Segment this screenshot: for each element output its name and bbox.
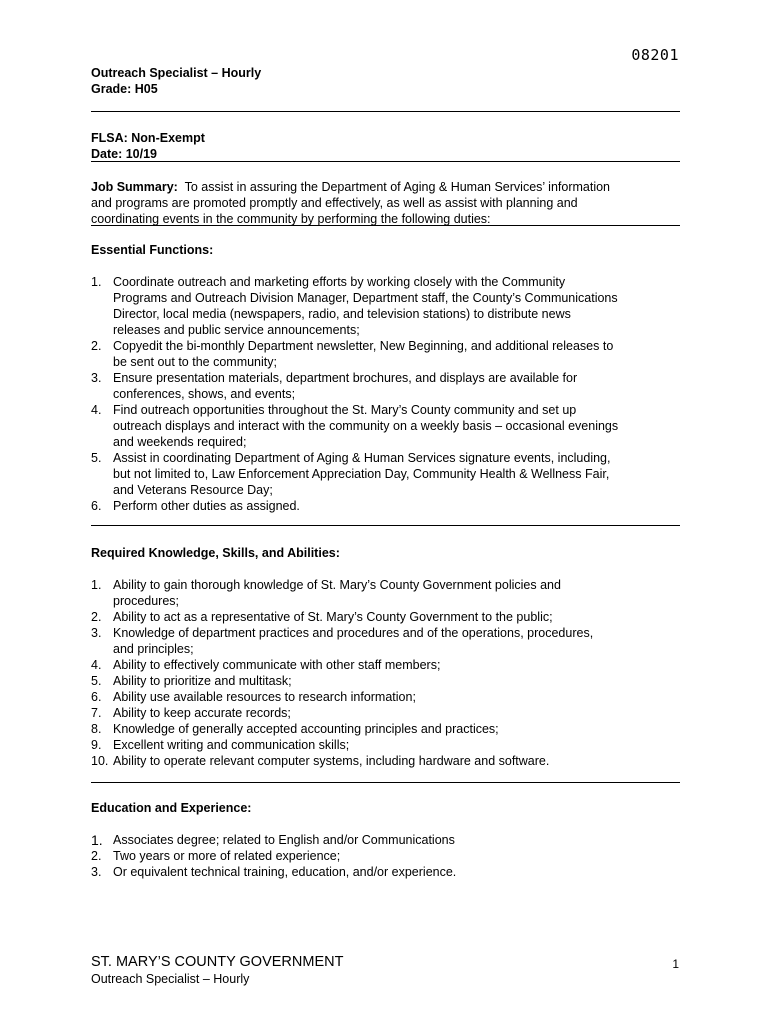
- job-summary-line: coordinating events in the community by performing the following duties:: [91, 212, 491, 226]
- flsa-status: FLSA: Non-Exempt: [91, 131, 205, 145]
- job-title: Outreach Specialist – Hourly: [91, 66, 262, 80]
- list-item: [91, 832, 681, 848]
- list-item-text: Copyedit the bi-monthly Department newsletter, New Beginning, and additional releases to: [113, 339, 614, 353]
- list-item-text: but not limited to, Law Enforcement Appreciation Day, Community Health & Wellness Fair,: [113, 467, 610, 481]
- list-item-number: 8.: [91, 722, 102, 736]
- list-item-text: conferences, shows, and events;: [113, 387, 296, 401]
- list-item-text: Ability to gain thorough knowledge of St. Mary’s County Government policies and: [113, 578, 561, 592]
- list-item-number: 5.: [91, 674, 102, 688]
- job-summary-label: Job Summary:: [91, 180, 178, 194]
- list-item-text: releases and public service announcements;: [113, 323, 360, 337]
- ksa-heading: Required Knowledge, Skills, and Abilities:: [91, 546, 340, 560]
- list-item-number: 7.: [91, 706, 102, 720]
- list-item-number: 4.: [91, 658, 102, 672]
- list-item-number: 3.: [91, 865, 102, 879]
- list-item: [91, 338, 681, 370]
- divider: [91, 111, 680, 112]
- list-item: [91, 609, 681, 625]
- list-item: [91, 864, 681, 880]
- list-item-text: Ability to act as a representative of St. Mary’s County Government to the public;: [113, 610, 553, 624]
- page-number: 1: [672, 957, 679, 971]
- list-item-text: procedures;: [113, 594, 180, 608]
- list-item-number: 2.: [91, 610, 102, 624]
- list-item: [91, 848, 681, 864]
- education-list: [91, 832, 681, 880]
- list-item: [91, 673, 681, 689]
- list-item: [91, 737, 681, 753]
- list-item: [91, 450, 681, 498]
- list-item-text: Programs and Outreach Division Manager, Department staff, the County’s Communications: [113, 291, 618, 305]
- list-item-text: Assist in coordinating Department of Aging & Human Services signature events, including,: [113, 451, 611, 465]
- footer-job-title: Outreach Specialist – Hourly: [91, 972, 250, 986]
- list-item-text: Two years or more of related experience;: [113, 849, 341, 863]
- list-item-number: 1.: [91, 275, 102, 289]
- essential-functions-heading: Essential Functions:: [91, 243, 214, 257]
- revision-date: Date: 10/19: [91, 147, 158, 161]
- list-item: [91, 657, 681, 673]
- list-item: [91, 721, 681, 737]
- list-item-text: Ability use available resources to research information;: [113, 690, 416, 704]
- list-item-text: Ability to keep accurate records;: [113, 706, 291, 720]
- list-item-text: Knowledge of generally accepted accounting principles and practices;: [113, 722, 499, 736]
- divider: [91, 782, 680, 783]
- list-item-number: 4.: [91, 403, 102, 417]
- list-item: [91, 625, 681, 657]
- footer-organization: ST. MARY’S COUNTY GOVERNMENT: [91, 954, 344, 970]
- list-item-number: 9.: [91, 738, 102, 752]
- list-item-text: Knowledge of department practices and procedures and of the operations, procedures,: [113, 626, 594, 640]
- list-item-text: Associates degree; related to English and/or Communications: [113, 833, 455, 847]
- divider: [91, 525, 680, 526]
- job-summary-line: and programs are promoted promptly and effectively, as well as assist with planning and: [91, 196, 578, 210]
- job-summary: [91, 179, 680, 227]
- list-item-text: outreach displays and interact with the community on a weekly basis – occasional evenings: [113, 419, 619, 433]
- list-item: [91, 577, 681, 609]
- list-item-text: be sent out to the community;: [113, 355, 277, 369]
- list-item-text: Ability to operate relevant computer systems, including hardware and software.: [113, 754, 550, 768]
- list-item-number: 2.: [91, 339, 102, 353]
- list-item-number: 3.: [91, 371, 102, 385]
- list-item: [91, 705, 681, 721]
- divider: [91, 161, 680, 162]
- list-item-text: and weekends required;: [113, 435, 247, 449]
- list-item: [91, 370, 681, 402]
- list-item: [91, 402, 681, 450]
- ksa-list: [91, 577, 681, 769]
- list-item-text: Or equivalent technical training, education, and/or experience.: [113, 865, 457, 879]
- list-item-number: 3.: [91, 626, 102, 640]
- list-item-text: and principles;: [113, 642, 194, 656]
- list-item-text: Coordinate outreach and marketing efforts by working closely with the Community: [113, 275, 566, 289]
- list-item: [91, 753, 681, 769]
- document-number: 08201: [631, 46, 679, 64]
- list-item-number: 6.: [91, 690, 102, 704]
- divider: [91, 225, 680, 226]
- job-grade: Grade: H05: [91, 82, 158, 96]
- list-item: [91, 498, 681, 514]
- list-item-text: Ability to prioritize and multitask;: [113, 674, 292, 688]
- essential-functions-list: [91, 274, 681, 514]
- list-item: [91, 689, 681, 705]
- list-item: [91, 274, 681, 338]
- list-item-number: 2.: [91, 849, 102, 863]
- list-item-text: Find outreach opportunities throughout the St. Mary’s County community and set up: [113, 403, 577, 417]
- list-item-number: 1.: [91, 832, 103, 848]
- list-item-text: and Veterans Resource Day;: [113, 483, 273, 497]
- list-item-number: 5.: [91, 451, 102, 465]
- list-item-text: Ability to effectively communicate with other staff members;: [113, 658, 441, 672]
- list-item-text: Ensure presentation materials, department brochures, and displays are available for: [113, 371, 578, 385]
- education-heading: Education and Experience:: [91, 801, 252, 815]
- list-item-number: 1.: [91, 578, 102, 592]
- list-item-number: 10.: [91, 754, 109, 768]
- list-item-number: 6.: [91, 499, 102, 513]
- list-item-text: Excellent writing and communication skills;: [113, 738, 350, 752]
- job-summary-line: To assist in assuring the Department of Aging & Human Services’ information: [184, 180, 611, 194]
- list-item-text: Perform other duties as assigned.: [113, 499, 300, 513]
- list-item-text: Director, local media (newspapers, radio, and television stations) to distribute news: [113, 307, 571, 321]
